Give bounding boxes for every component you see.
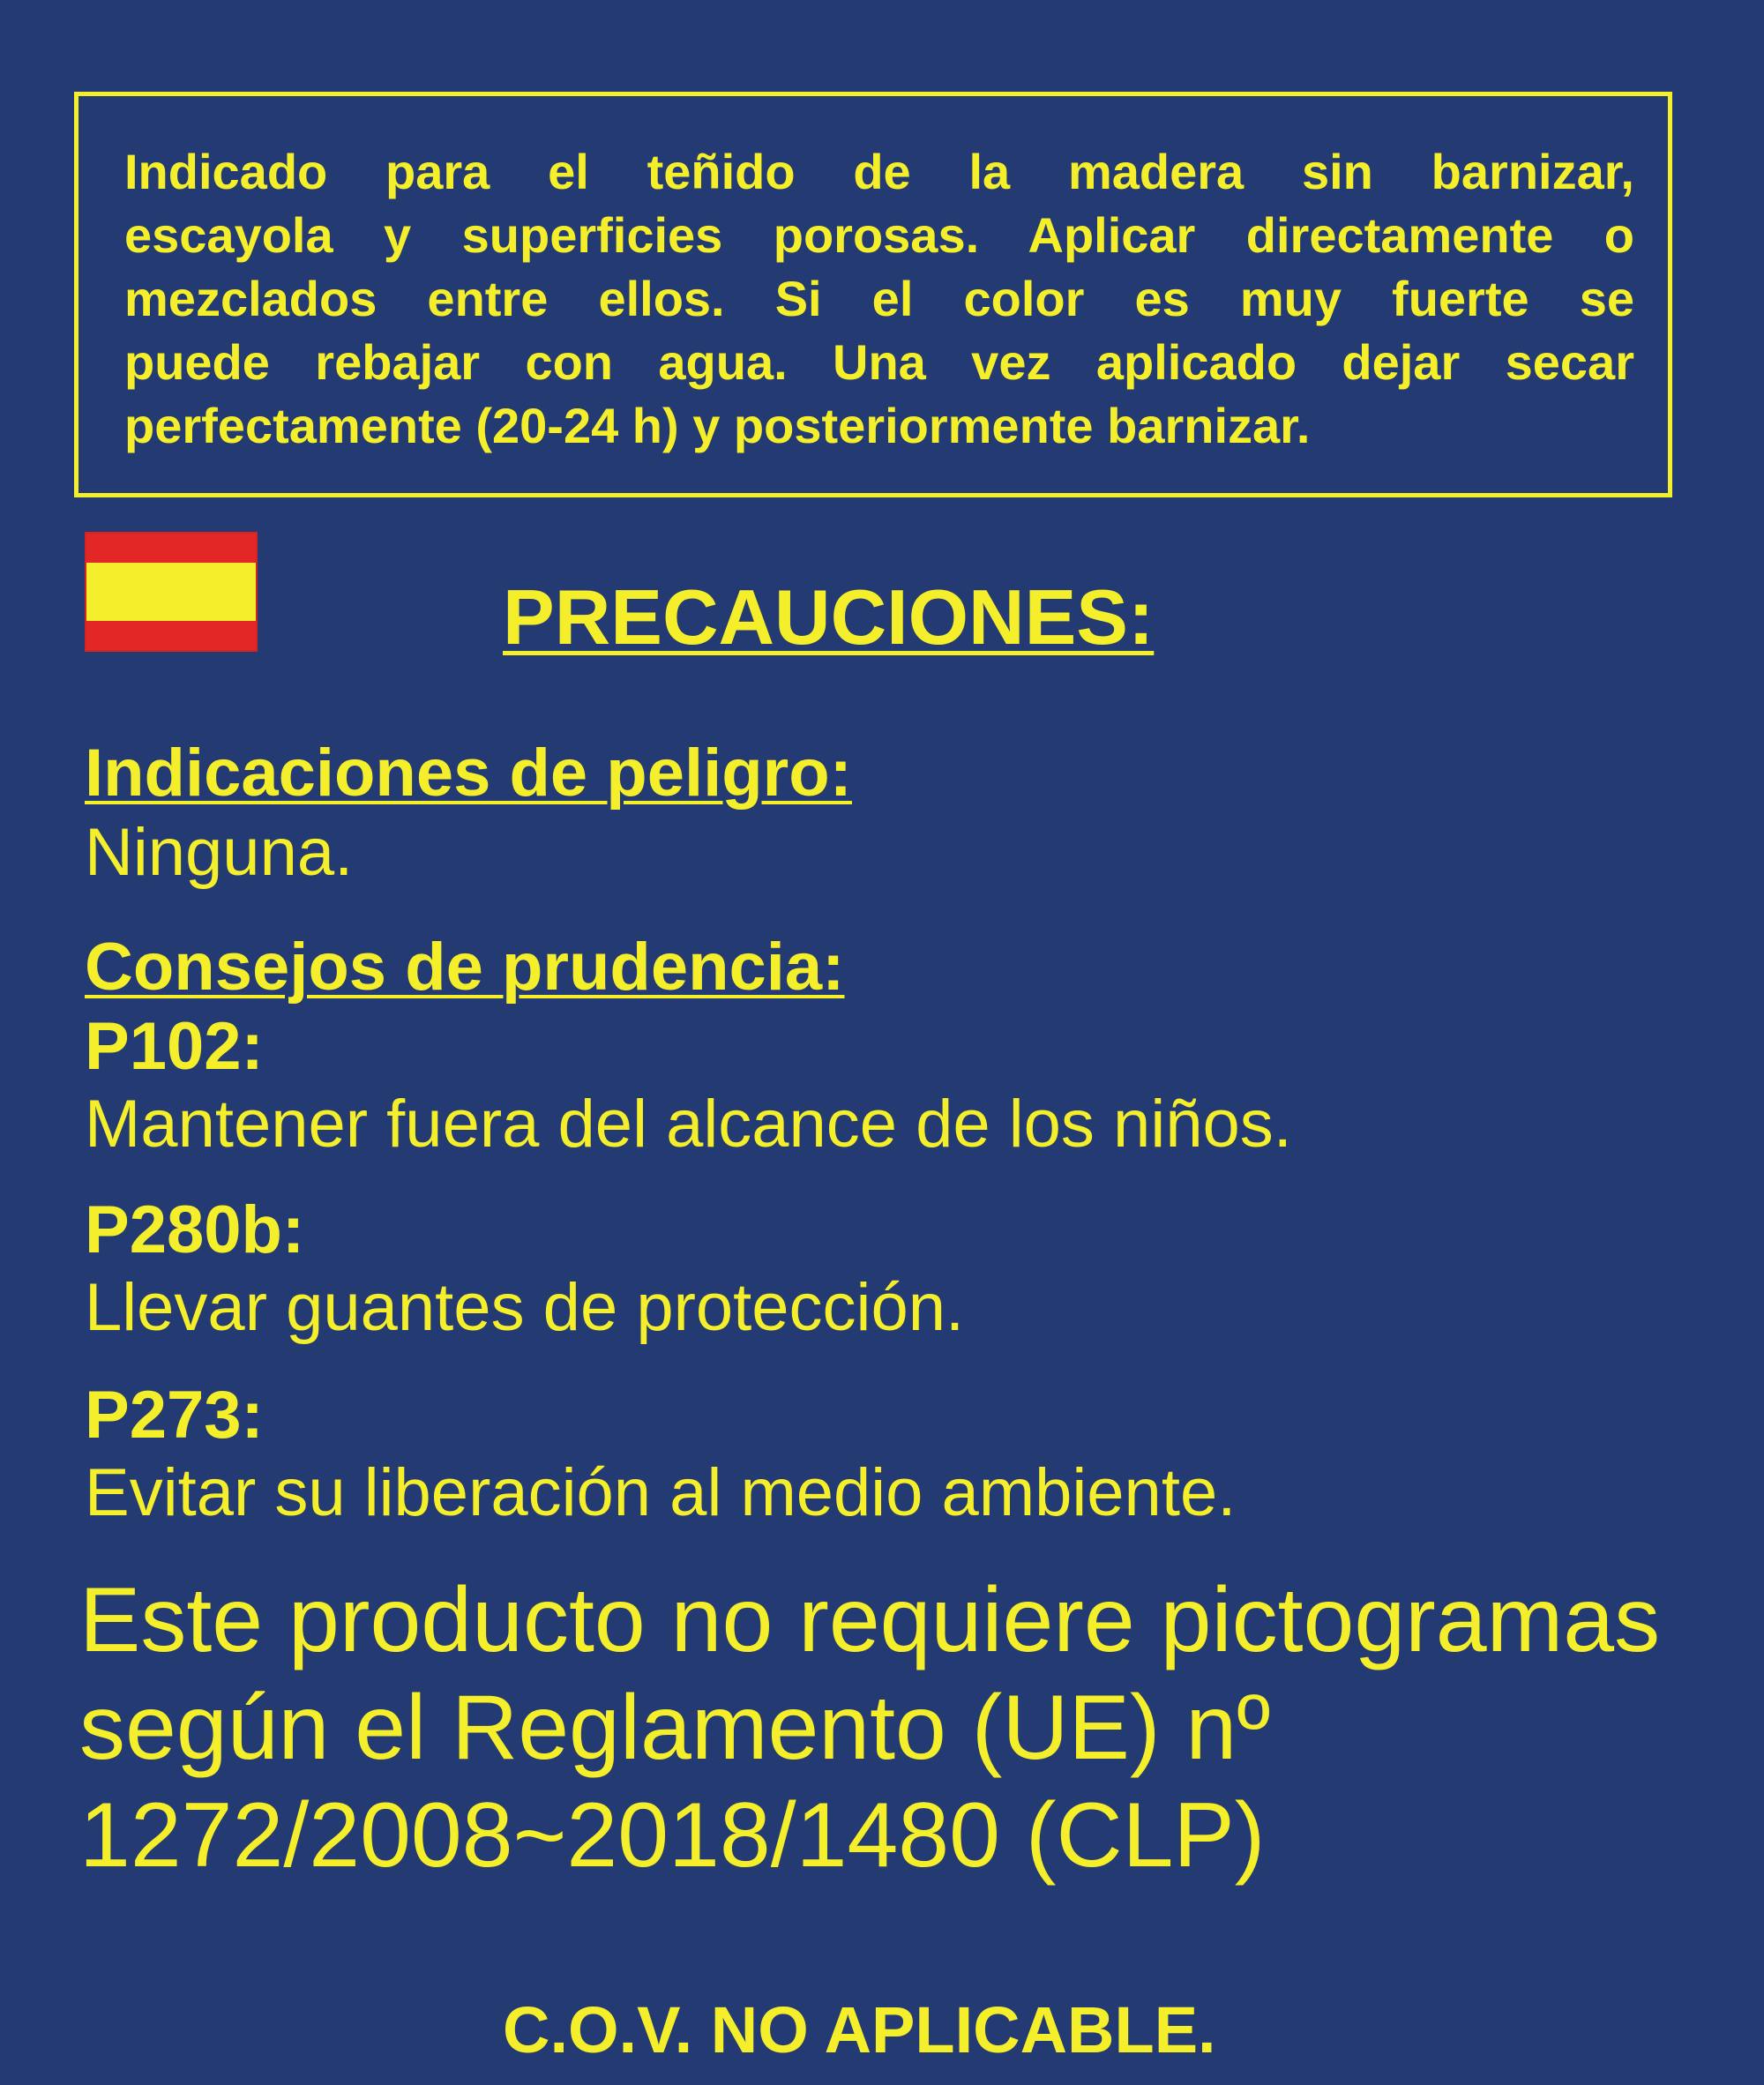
precautionary-text: Llevar guantes de protección. [85, 1270, 965, 1345]
regulation-note [79, 1566, 1760, 1889]
regulation-line: Este producto no requiere pictogramas [79, 1569, 1661, 1671]
usage-line: Indicado para el teñido de la madera sin barnizar, [124, 144, 1634, 199]
usage-instructions-box [74, 92, 1672, 497]
precautionary-code: P280b: [85, 1192, 305, 1267]
flag-red-stripe [86, 621, 256, 650]
precautions-title: PRECAUCIONES: [503, 573, 1155, 661]
usage-line: mezclados entre ellos. Si el color es muy fuerte se [124, 271, 1634, 326]
precautionary-code: P102: [85, 1009, 264, 1084]
flag-red-stripe [86, 534, 256, 563]
hazard-statements-value: Ninguna. [85, 815, 354, 890]
flag-yellow-stripe [86, 563, 256, 621]
hazard-statements-heading: Indicaciones de peligro: [85, 736, 852, 811]
regulation-line: 1272/2008~2018/1480 (CLP) [79, 1784, 1266, 1887]
voc-note: C.O.V. NO APLICABLE. [503, 1993, 1216, 2066]
usage-line: escayola y superficies porosas. Aplicar directamente o [124, 207, 1634, 263]
precautionary-statements-heading: Consejos de prudencia: [85, 930, 845, 1005]
spain-flag-icon [85, 532, 258, 652]
usage-line: puede rebajar con agua. Una vez aplicado dejar secar [124, 334, 1634, 390]
regulation-line: según el Reglamento (UE) nº [79, 1677, 1271, 1779]
precautionary-text: Mantener fuera del alcance de los niños. [85, 1087, 1292, 1162]
precautionary-text: Evitar su liberación al medio ambiente. [85, 1455, 1237, 1530]
precautionary-code: P273: [85, 1378, 264, 1453]
usage-line: perfectamente (20-24 h) y posteriormente barnizar. [124, 398, 1311, 453]
